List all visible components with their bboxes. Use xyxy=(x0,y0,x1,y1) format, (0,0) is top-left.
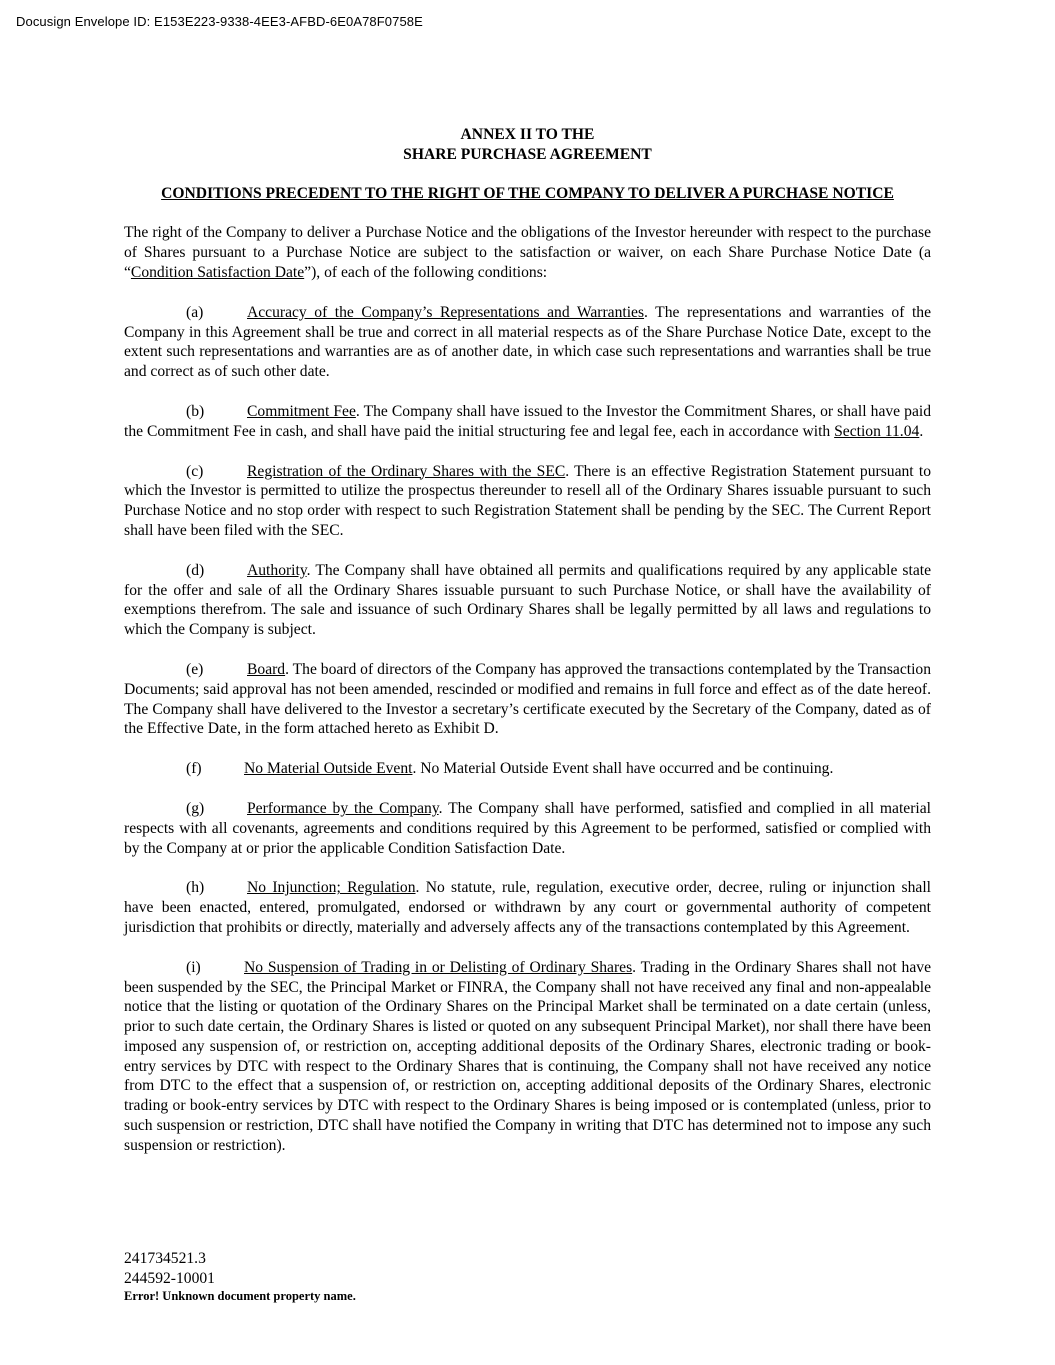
clause-a xyxy=(124,303,931,382)
annex-title: ANNEX II TO THE xyxy=(460,126,595,143)
document-page xyxy=(124,124,931,1156)
clause-heading: Board xyxy=(247,660,286,678)
clause-g xyxy=(124,799,931,858)
clause-label: (h) xyxy=(186,879,205,897)
clause-i xyxy=(124,958,931,1156)
clause-e xyxy=(124,660,931,739)
clause-text: . The representations and warranties of the Company in this Agreement shall be true and correct in all material respects as of the Share Purchase Notice Date, except to the extent such representations and warranties are as of another date, in which case such representations and warranties shall be true and correct as of such other date. xyxy=(124,303,932,381)
clause-text: . Trading in the Ordinary Shares shall not have been suspended by the SEC, the Principal Market or FINRA, the Company shall not have received any final and non-appealable notice that the listing or quotation of the Ordinary Shares on the Principal Market shall be terminated on a date certain (unless, prior to such date certain, the Ordinary Shares is listed or quoted on any subsequent Principal Market), nor shall there have been imposed any suspension of, or restriction on, accepting additional deposits of the Ordinary Shares, electronic trading or book-entry services by DTC with respect to the Ordinary Shares that is continuing, the Company shall not have received any notice from DTC to the effect that a suspension of, or restriction on, accepting additional deposits of the Ordinary Shares, electronic trading or book-entry services by DTC with respect to the Ordinary Shares is being imposed or is contemplated (unless, prior to such suspension or restriction, DTC shall have notified the Company in writing that DTC has determined not to impose any such suspension or restriction). xyxy=(124,958,931,1154)
clause-heading: Authority xyxy=(247,561,307,579)
clause-c xyxy=(124,462,931,541)
doc-number: 241734521.3 xyxy=(124,1250,206,1267)
clause-heading: Performance by the Company xyxy=(247,799,439,817)
defined-term: Condition Satisfaction Date xyxy=(130,263,305,281)
clause-heading: No Suspension of Trading in or Delisting of Ordinary Shares xyxy=(244,958,633,976)
clause-b: (b) Commitment Fee. The Company shall have issued to the Investor the Commitment Shares, or shall have paid the Commitment Fee in cash, and shall have paid the initial structuring fee and legal fee, each in accordance with Section 11.04. xyxy=(124,402,931,440)
clause-text: . The Company shall have performed, satisfied and complied in all material respects with all covenants, agreements and conditions required by this Agreement to be performed, satisfied or complied with by the Company at or prior the applicable Condition Satisfaction Date. xyxy=(124,799,932,857)
clause-text: . There is an effective Registration Statement pursuant to which the Investor is permitted to utilize the prospectus thereunder to resell all of the Ordinary Shares issuable pursuant to such Purchase Notice and no stop order with respect to such Registration Statement shall be pending by the SEC. The Current Report shall have been filed with the SEC. xyxy=(124,462,931,539)
clause-text: . No Material Outside Event shall have occurred and be continuing. xyxy=(412,760,834,778)
envelope-id: Docusign Envelope ID: E153E223-9338-4EE3-AFBD-6E0A78F0758E xyxy=(16,14,423,29)
clause-text: . No statute, rule, regulation, executive order, decree, ruling or injunction shall have been enacted, entered, promulgated, endorsed or withdrawn by any court or governmental authority of competent jurisdiction that prohibits or directly, materially and adversely affects any of the transactions contemplated by this Agreement. xyxy=(124,879,931,936)
clause-heading: Registration of the Ordinary Shares with the SEC xyxy=(247,462,566,480)
agreement-title: SHARE PURCHASE AGREEMENT xyxy=(403,145,652,163)
clause-label: (c) xyxy=(186,462,204,480)
clause-text: . The board of directors of the Company has approved the transactions contemplated by the Transaction Documents; said approval has not been amended, rescinded or modified and remains in full force and effect as of the date hereof. The Company shall have delivered to the Investor a secretary’s certificate executed by the Secretary of the Company, dated as of the Effective Date, in the form attached hereto as Exhibit D. xyxy=(124,660,931,738)
clause-label: (e) xyxy=(186,660,204,678)
clause-text: . The Company shall have obtained all permits and qualifications required by any applicable state for the offer and sale of all the Ordinary Shares issuable pursuant to such Purchase Notice, or shall have the availability of exemptions therefrom. The sale and issuance of such Ordinary Shares shall be legally permitted by all laws and regulations to which the Company is subject. xyxy=(124,561,931,639)
property-error: Error! Unknown document property name. xyxy=(124,1289,356,1304)
clause-label: (f) xyxy=(186,760,202,778)
section-reference: Section 11.04 xyxy=(834,422,920,440)
clause-heading: No Injunction; Regulation xyxy=(247,879,416,897)
document-footer xyxy=(124,1249,356,1304)
clause-label: (d) xyxy=(186,561,205,579)
clause-f xyxy=(124,759,931,779)
clause-label: (a) xyxy=(186,303,204,321)
clause-h xyxy=(124,878,931,937)
clause-label: (g) xyxy=(186,799,205,817)
clause-d xyxy=(124,561,931,640)
section-heading: CONDITIONS PRECEDENT TO THE RIGHT OF THE COMPANY TO DELIVER A PURCHASE NOTICE xyxy=(161,184,894,202)
clause-label: (b) xyxy=(186,402,205,420)
clause-heading: No Material Outside Event xyxy=(244,760,413,778)
clause-heading: Accuracy of the Company’s Representations and Warranties xyxy=(247,303,645,321)
matter-number: 244592-10001 xyxy=(124,1269,215,1287)
clause-heading: Commitment Fee xyxy=(247,402,356,420)
clause-label: (i) xyxy=(186,958,201,976)
clause-text: . The Company shall have issued to the Investor the Commitment Shares, or shall have paid the Commitment Fee in cash, and shall have paid the initial structuring fee and legal fee, each in accordance with xyxy=(124,402,931,440)
intro-paragraph: The right of the Company to deliver a Purchase Notice and the obligations of the Investor hereunder with respect to the purchase of Shares pursuant to a Purchase Notice are subject to the satisfaction or waiver, on each Share Purchase Notice Date (a “Condition Satisfaction Date”), of each of the following conditions: xyxy=(124,224,931,281)
